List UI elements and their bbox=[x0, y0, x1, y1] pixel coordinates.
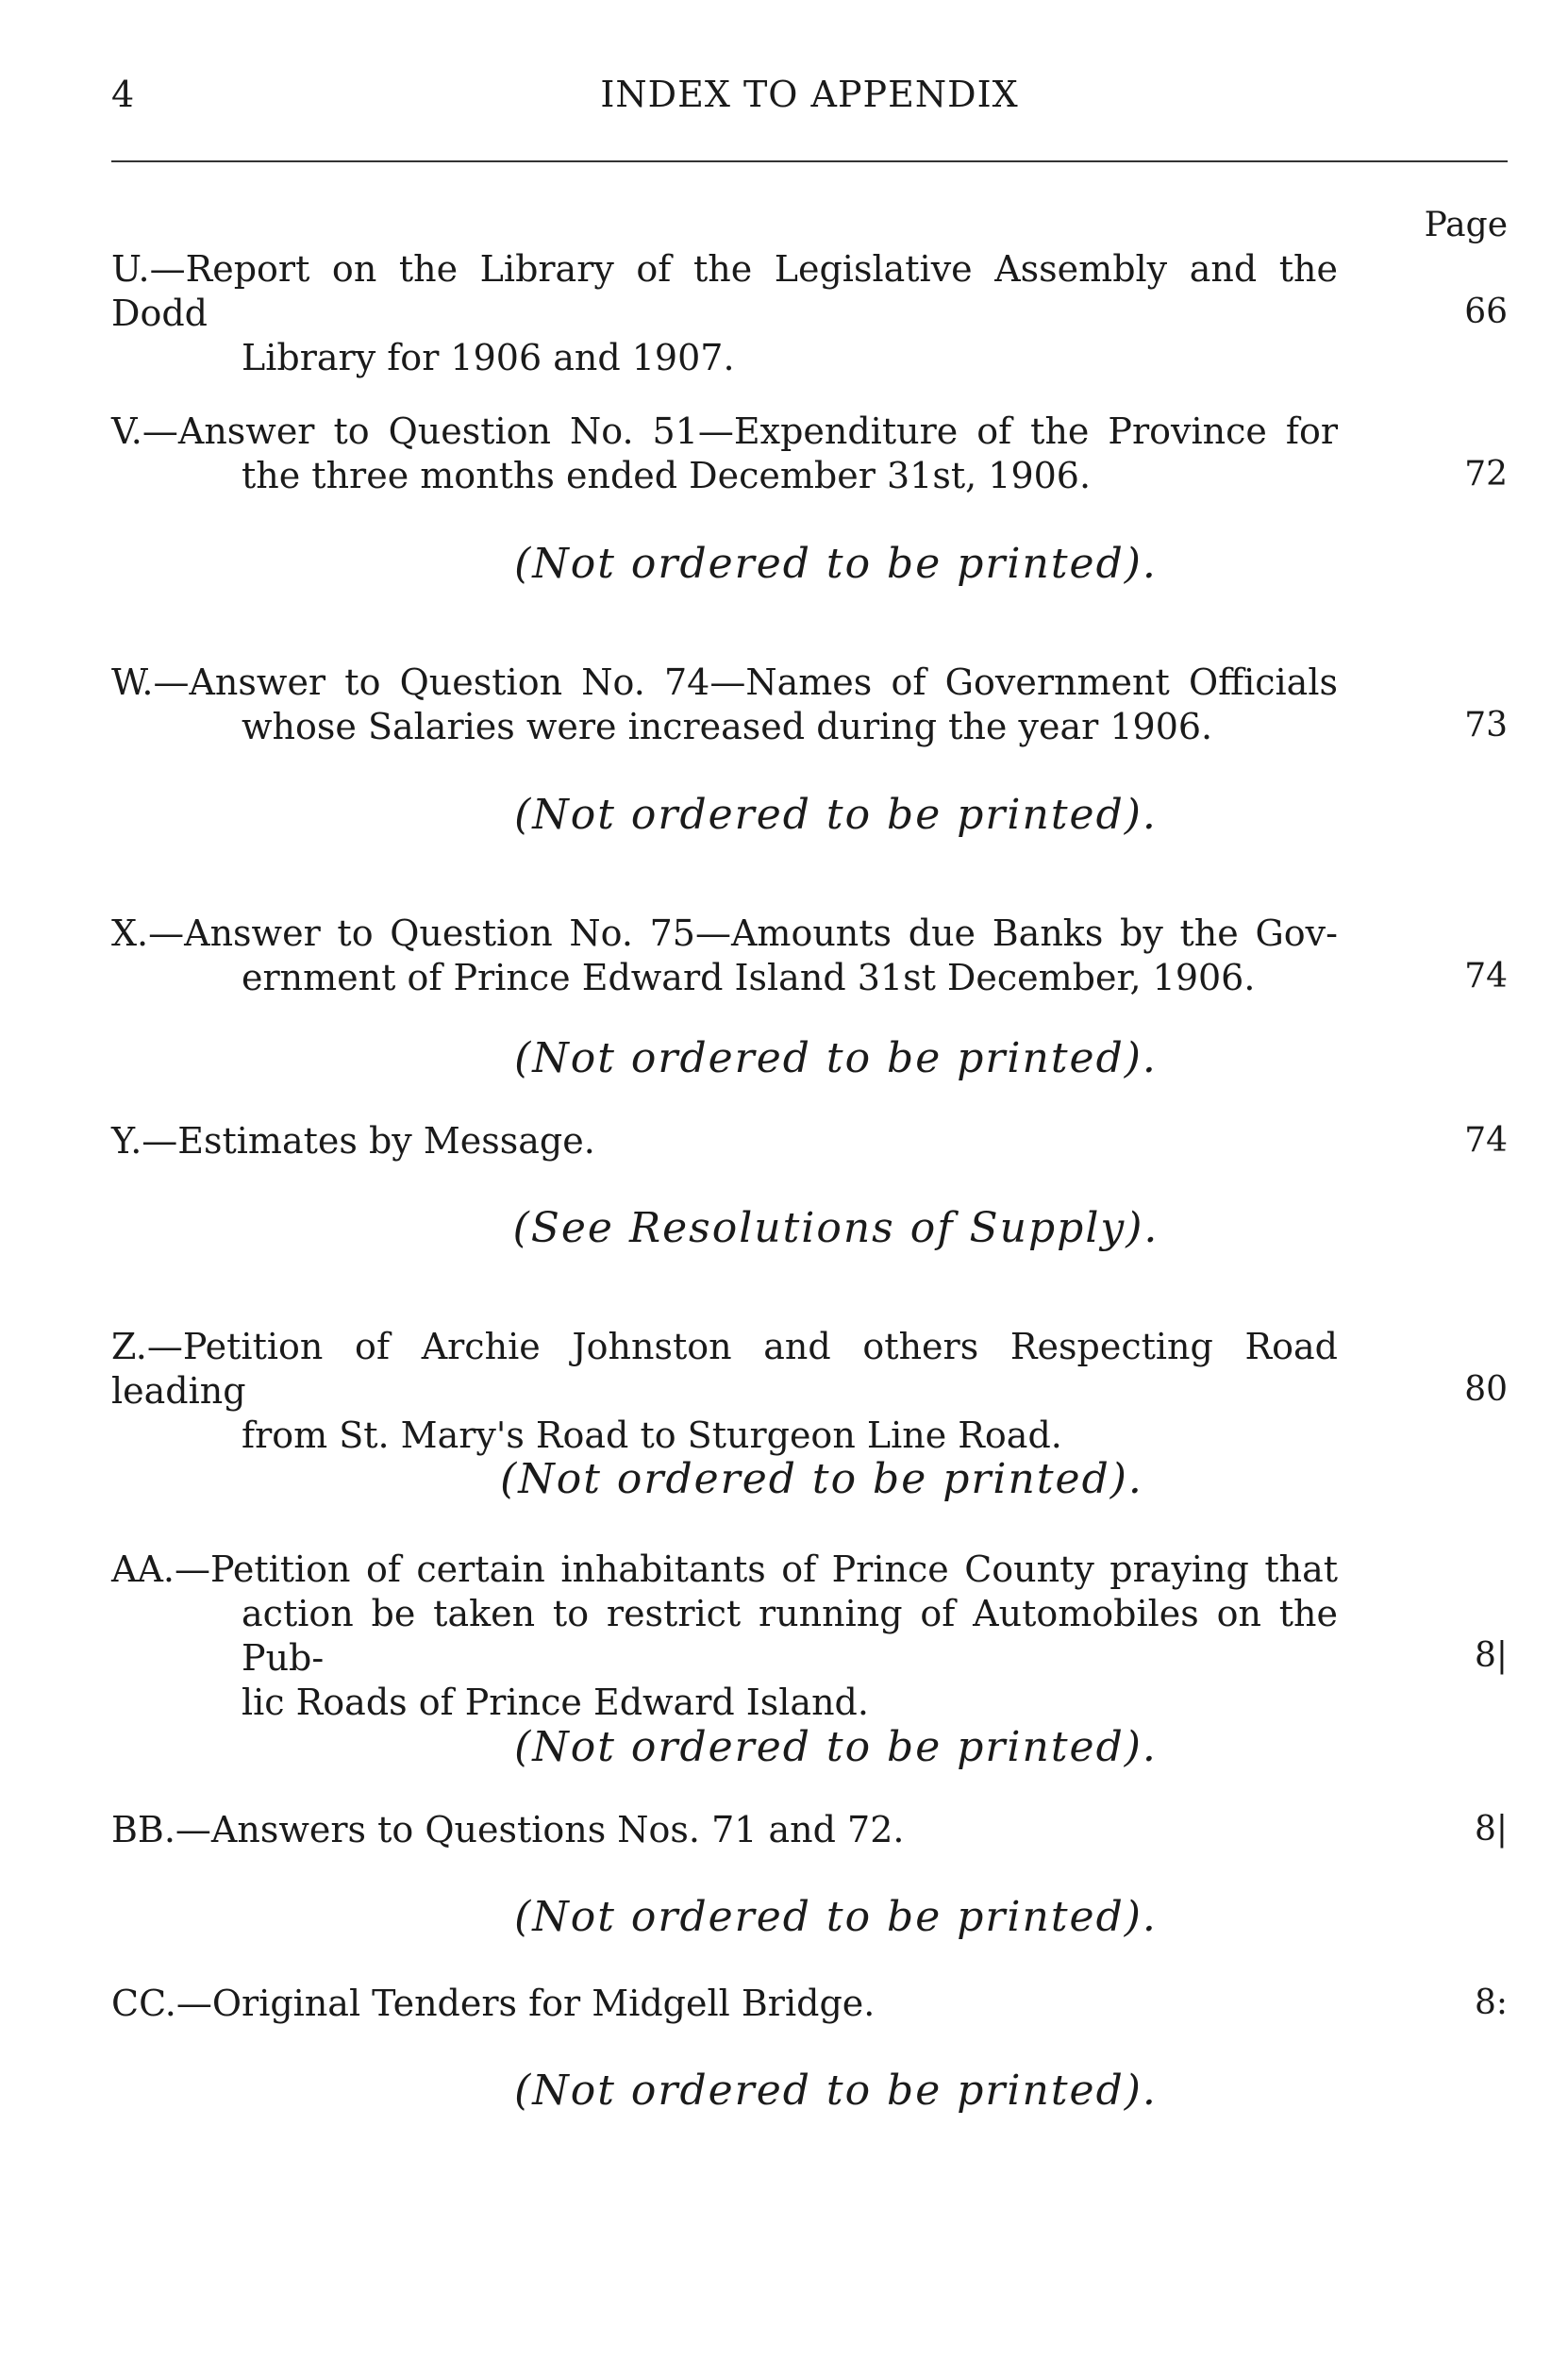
page-ref-u: 66 bbox=[1464, 293, 1508, 331]
page-ref-v: 72 bbox=[1464, 455, 1508, 494]
index-entry-z bbox=[111, 1325, 1338, 1458]
index-entry-w bbox=[111, 661, 1338, 749]
index-entry-x bbox=[111, 912, 1338, 1000]
note-v: (Not ordered to be printed). bbox=[514, 540, 1158, 588]
index-entry-bb bbox=[111, 1808, 1338, 1852]
page-ref-x: 74 bbox=[1464, 957, 1508, 996]
note-z: (Not ordered to be printed). bbox=[500, 1455, 1143, 1503]
entry-line: Z.—Petition of Archie Johnston and others Respecting Road leading bbox=[111, 1326, 1338, 1412]
note-aa: (Not ordered to be printed). bbox=[514, 1723, 1158, 1771]
page-column-label: Page bbox=[1424, 206, 1508, 244]
entry-line: Library for 1906 and 1907. bbox=[242, 337, 735, 378]
entry-line: lic Roads of Prince Edward Island. bbox=[242, 1682, 869, 1723]
index-entry-y bbox=[111, 1119, 1338, 1163]
page-ref-bb: 8| bbox=[1474, 1810, 1508, 1849]
entry-line: X.—Answer to Question No. 75—Amounts due Banks by the Gov- bbox=[111, 912, 1338, 954]
entry-line: the three months ended December 31st, 1906. bbox=[242, 455, 1092, 496]
page-ref-aa: 8| bbox=[1474, 1636, 1508, 1675]
entry-line: CC.—Original Tenders for Midgell Bridge. bbox=[111, 1983, 876, 2024]
entry-line: from St. Mary's Road to Sturgeon Line Road. bbox=[242, 1414, 1062, 1456]
entry-line: V.—Answer to Question No. 51—Expenditure of the Province for bbox=[111, 410, 1338, 452]
note-x: (Not ordered to be printed). bbox=[514, 1034, 1158, 1082]
entry-line: Y.—Estimates by Message. bbox=[111, 1120, 595, 1162]
entry-line: whose Salaries were increased during the year 1906. bbox=[242, 706, 1213, 747]
page-ref-w: 73 bbox=[1464, 706, 1508, 745]
note-w: (Not ordered to be printed). bbox=[514, 791, 1158, 839]
entry-line: action be taken to restrict running of Automobiles on the Pub- bbox=[242, 1593, 1338, 1679]
entry-line: W.—Answer to Question No. 74—Names of Government Officials bbox=[111, 661, 1338, 703]
page-number: 4 bbox=[111, 74, 135, 115]
page-ref-cc: 8: bbox=[1474, 1983, 1508, 2022]
index-entry-cc bbox=[111, 1982, 1338, 2026]
note-cc: (Not ordered to be printed). bbox=[514, 2067, 1158, 2115]
index-entry-u bbox=[111, 247, 1338, 380]
entry-line: BB.—Answers to Questions Nos. 71 and 72. bbox=[111, 1809, 905, 1850]
running-title: INDEX TO APPENDIX bbox=[600, 74, 1019, 115]
note-bb: (Not ordered to be printed). bbox=[514, 1893, 1158, 1941]
entry-line: U.—Report on the Library of the Legislative Assembly and the Dodd bbox=[111, 248, 1338, 334]
header-rule bbox=[111, 160, 1508, 162]
entry-line: ernment of Prince Edward Island 31st December, 1906. bbox=[242, 957, 1256, 998]
index-entry-aa bbox=[111, 1548, 1338, 1725]
page-header bbox=[111, 74, 1508, 130]
note-y: (See Resolutions of Supply). bbox=[512, 1204, 1159, 1252]
entry-line: AA.—Petition of certain inhabitants of Prince County praying that bbox=[111, 1548, 1338, 1590]
index-entry-v bbox=[111, 410, 1338, 498]
page-ref-y: 74 bbox=[1464, 1121, 1508, 1160]
page-ref-z: 80 bbox=[1464, 1370, 1508, 1409]
